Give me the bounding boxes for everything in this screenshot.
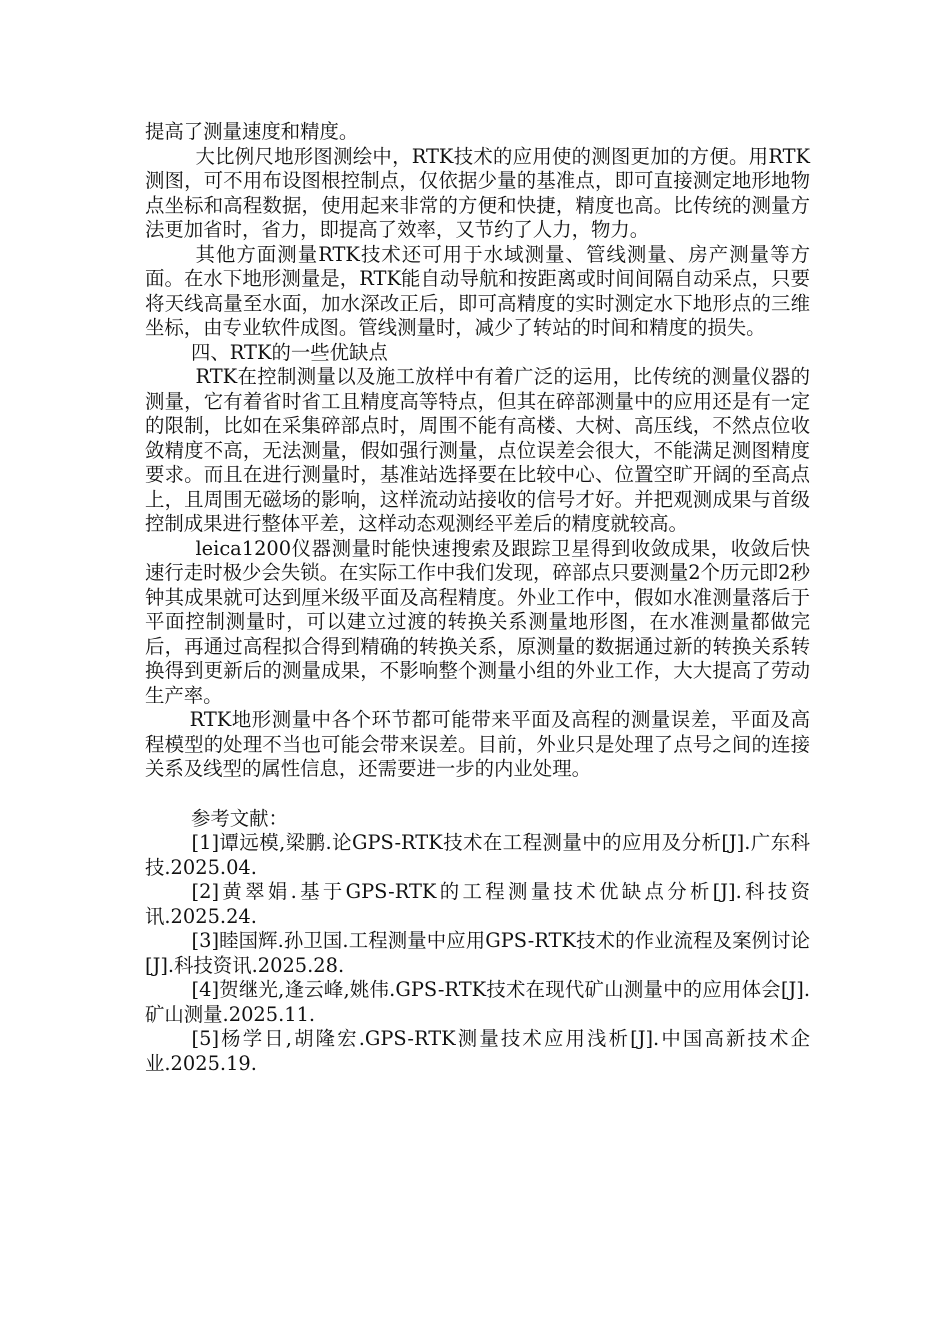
references-title: 参考文献： [191, 806, 288, 830]
paragraph-large-scale-mapping: 大比例尺地形图测绘中，RTK技术的应用使的测图更加的方便。用RTK测图，可不用布设图根控制点，仅依据少量的基准点，即可直接测定地形地物点坐标和高程数据，使用起来非常的方便和快捷，精度也高。比传统的测量方法更加省时，省力，即提高了效率，又节约了人力，物力。 [145, 144, 810, 241]
reference-item: [2]黄翠娟.基于GPS-RTK的工程测量技术优缺点分析[J].科技资讯.2025.24. [145, 880, 810, 928]
section-heading: 四、RTK的一些优缺点 [191, 340, 388, 364]
paragraph-rtk-pros-cons: RTK在控制测量以及施工放样中有着广泛的运用，比传统的测量仪器的测量，它有着省时省工且精度高等特点，但其在碎部测量中的应用还是有一定的限制，比如在采集碎部点时，周围不能有高楼、大树、高压线，不然点位收敛精度不高，无法测量，假如强行测量，点位误差会很大，不能满足测图精度要求。而且在进行测量时，基准站选择要在比较中心、位置空旷开阔的至高点上，且周围无磁场的影响，这样流动站接收的信号才好。并把观测成果与首级控制成果进行整体平差，这样动态观测经平差后的精度就较高。 [145, 365, 810, 535]
reference-item: [4]贺继光,逢云峰,姚伟.GPS-RTK技术在现代矿山测量中的应用体会[J]. 矿山测量.2025.11. [145, 978, 810, 1026]
reference-item: [5]杨学日,胡隆宏.GPS-RTK测量技术应用浅析[J].中国高新技术企业.2025.19. [145, 1027, 810, 1075]
reference-item: [3]睦国辉.孙卫国.工程测量中应用GPS-RTK技术的作业流程及案例讨论[J].科技资讯.2025.28. [145, 929, 810, 977]
paragraph-error-sources: RTK地形测量中各个环节都可能带来平面及高程的测量误差，平面及高程模型的处理不当也可能会带来误差。目前，外业只是处理了点号之间的连接关系及线型的属性信息，还需要进一步的内业处理。 [145, 708, 810, 780]
reference-item: [1]谭远模,梁鹏.论GPS-RTK技术在工程测量中的应用及分析[J].广东科技.2025.04. [145, 831, 810, 879]
paragraph-leica1200: leica1200仪器测量时能快速搜索及跟踪卫星得到收敛成果，收敛后快速行走时极少会失锁。在实际工作中我们发现，碎部点只要测量2个历元即2秒钟其成果就可达到厘米级平面及高程精度。外业工作中，假如水准测量落后于平面控制测量时，可以建立过渡的转换关系测量地形图，在水准测量都做完后，再通过高程拟合得到精确的转换关系，原测量的数据通过新的转换关系转换得到更新后的测量成果，不影响整个测量小组的外业工作，大大提高了劳动生产率。 [145, 536, 810, 707]
paragraph-continuation: 提高了测量速度和精度。 [145, 120, 359, 143]
paragraph-other-applications: 其他方面测量RTK技术还可用于水域测量、管线测量、房产测量等方面。在水下地形测量是，RTK能自动导航和按距离或时间间隔自动采点，只要将天线高量至水面，加水深改正后，即可高精度的实时测定水下地形点的三维坐标，由专业软件成图。管线测量时，减少了转站的时间和精度的损失。 [145, 242, 810, 339]
document-body [145, 120, 810, 1076]
